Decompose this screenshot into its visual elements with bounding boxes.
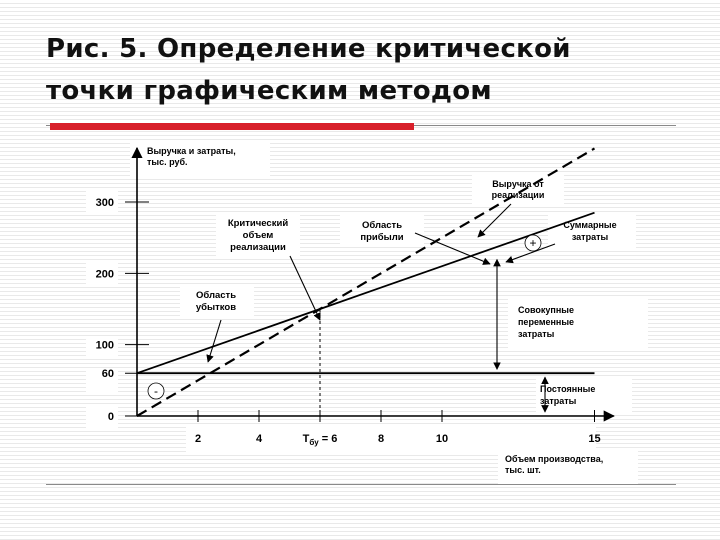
annotation-variable-costs-line-2: переменные	[518, 317, 575, 327]
loss-minus-sign: -	[154, 384, 158, 398]
y-tick-label-300: 300	[95, 196, 114, 209]
x-tick-label-10: 10	[435, 433, 449, 445]
annotation-loss-area-line-2: убытков	[195, 302, 237, 313]
arrow-revenue	[478, 204, 511, 237]
annotation-critical-volume-line-1: Критический	[227, 218, 289, 229]
y-tick-label-0: 0	[107, 411, 114, 423]
x-tick-label-2: 2	[194, 433, 202, 445]
annotation-fixed-costs-line-2: затраты	[540, 396, 577, 406]
y-axis-label-line-2: тыс. руб.	[147, 157, 188, 167]
y-axis-label-line-1: Выручка и затраты,	[147, 146, 236, 156]
annotation-profit-area-line-1: Область	[361, 220, 403, 231]
x-axis-label-line-1: Объем производства,	[505, 454, 604, 464]
profit-plus-sign: +	[529, 236, 537, 250]
annotation-total-costs-line-2: затраты	[571, 232, 609, 242]
slide-title-line-1: Рис. 5. Определение критической	[46, 34, 571, 64]
x-axis-label-line-2: тыс. шт.	[505, 465, 541, 475]
arrow-profit-area	[415, 233, 490, 264]
revenue-label-box	[472, 172, 564, 206]
x-tick-label-4: 4	[255, 433, 263, 445]
arrow-loss-area	[208, 320, 221, 362]
x-tick-label-15: 15	[588, 433, 601, 445]
y-tick-label-100: 100	[95, 339, 114, 352]
arrow-critical-volume	[290, 256, 320, 320]
y-tick-label-60: 60	[101, 368, 114, 381]
annotation-fixed-costs-line-1: Постоянные	[540, 384, 596, 394]
annotation-variable-costs-line-3: затраты	[518, 329, 555, 339]
y-tick-label-200: 200	[95, 268, 114, 281]
annotation-profit-area-line-2: прибыли	[360, 232, 404, 243]
annotation-loss-area-line-1: Область	[195, 290, 237, 301]
annotation-total-costs-line-1: Суммарные	[563, 220, 617, 230]
x-tick-label-break-even: $Т_{бу} = 6$	[302, 433, 338, 447]
annotation-critical-volume-line-3: реализации	[230, 242, 286, 253]
annotation-critical-volume-line-2: объем	[242, 230, 274, 241]
annotation-variable-costs-line-1: Совокупные	[518, 305, 574, 315]
annotation-revenue-line-2: реализации	[491, 190, 545, 200]
annotation-revenue-line-1: Выручка от	[492, 179, 544, 189]
slide-title-line-2: точки графическим методом	[46, 76, 492, 106]
x-tick-label-8: 8	[377, 433, 385, 445]
